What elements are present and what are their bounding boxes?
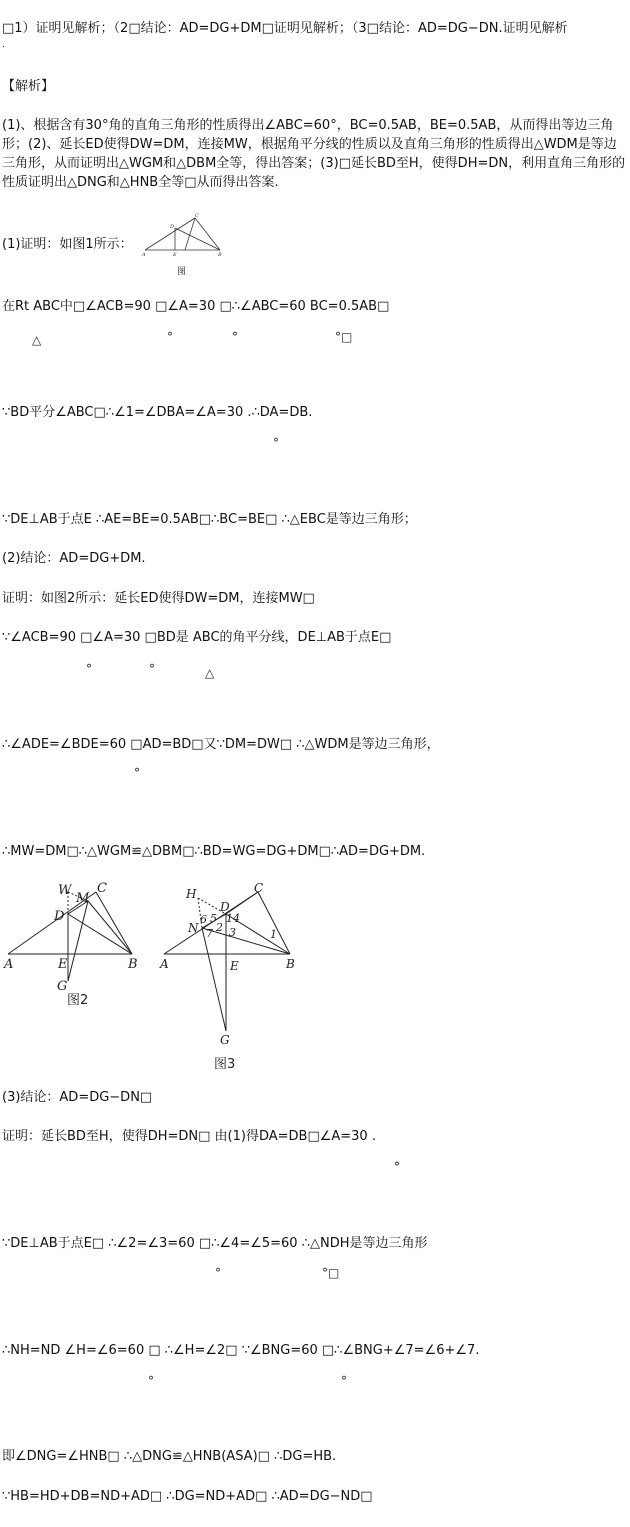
svg-text:2: 2 bbox=[216, 921, 223, 934]
proof1-line-2: ∵BD平分∠ABC□∴∠1=∠DBA=∠A=30 .∴DA=DB. bbox=[2, 405, 313, 420]
svg-text:A: A bbox=[142, 252, 146, 258]
proof2-line-2-sub: ° bbox=[134, 766, 140, 780]
answer-line: □1）证明见解析；（2□结论：AD=DG+DM□证明见解析；（3□结论：AD=DG−DN.证明见解析 bbox=[2, 21, 568, 36]
svg-text:G: G bbox=[57, 979, 68, 994]
proof1-line-1-sub: °□ bbox=[335, 330, 353, 344]
proof2-line-3: ∴MW=DM□∴△WGM≌△DBM□∴BD=WG=DG+DM□∴AD=DG+DM. bbox=[2, 844, 426, 859]
svg-text:1: 1 bbox=[226, 912, 233, 925]
proof3-line-1: 证明：延长BD至H，使得DH=DN□ 由(1)得DA=DB□∠A=30 . bbox=[2, 1129, 376, 1144]
proof1-line-1: 在Rt ABC中□∠ACB=90 □∠A=30 □∴∠ABC=60 BC=0.5AB□ bbox=[2, 299, 390, 314]
svg-text:G: G bbox=[220, 1033, 230, 1047]
svg-text:6: 6 bbox=[200, 913, 207, 926]
svg-text:C: C bbox=[195, 213, 199, 219]
svg-text:A: A bbox=[4, 957, 14, 972]
proof3-conclusion: (3)结论：AD=DG−DN□ bbox=[2, 1090, 153, 1105]
svg-text:E: E bbox=[58, 957, 68, 972]
svg-text:D: D bbox=[170, 224, 175, 230]
answer-line-dot: . bbox=[2, 40, 5, 50]
proof3-line-3: ∴NH=ND ∠H=∠6=60 □ ∴∠H=∠2□ ∵∠BNG=60 □∴∠BNG+∠7=∠6+∠7. bbox=[2, 1343, 480, 1358]
figure-3-caption: 图3 bbox=[214, 1057, 236, 1072]
svg-text:H: H bbox=[186, 887, 197, 901]
svg-text:4: 4 bbox=[233, 912, 240, 925]
svg-text:A: A bbox=[160, 957, 169, 971]
svg-text:D: D bbox=[54, 909, 65, 924]
proof2-conclusion: (2)结论：AD=DG+DM. bbox=[2, 551, 146, 566]
figure-1-caption: 图 bbox=[177, 267, 187, 277]
svg-text:W: W bbox=[58, 883, 72, 898]
svg-text:C: C bbox=[254, 881, 264, 895]
svg-text:E: E bbox=[173, 252, 177, 258]
proof3-line-4: 即∠DNG=∠HNB□ ∴△DNG≌△HNB(ASA)□ ∴DG=HB. bbox=[2, 1449, 337, 1464]
proof1-intro: (1)证明：如图1所示： bbox=[2, 237, 133, 252]
proof1-line-2-sub: ° bbox=[273, 436, 279, 450]
proof2-line-2: ∴∠ADE=∠BDE=60 □AD=BD□又∵DM=DW□ ∴△WDM是等边三角形， bbox=[2, 737, 440, 752]
svg-text:7: 7 bbox=[206, 927, 213, 940]
svg-text:B: B bbox=[286, 957, 295, 971]
figure-2 bbox=[0, 876, 150, 1006]
proof1-line-1-sub: ° bbox=[232, 330, 238, 344]
proof1-line-3: ∵DE⊥AB于点E ∴AE=BE=0.5AB□∴BC=BE□ ∴△EBC是等边三角形； bbox=[2, 512, 417, 527]
proof2-line-1-sub: ° bbox=[86, 662, 92, 676]
analysis-heading: 【解析】 bbox=[2, 79, 55, 94]
proof3-line-2-sub: °□ bbox=[322, 1266, 340, 1280]
figure-3 bbox=[158, 876, 308, 1056]
proof1-line-1-sub: △ bbox=[32, 333, 42, 347]
svg-text:3: 3 bbox=[229, 926, 236, 939]
svg-text:M: M bbox=[76, 891, 90, 906]
proof2-intro: 证明：如图2所示：延长ED使得DW=DM，连接MW□ bbox=[2, 591, 315, 606]
proof2-line-1: ∵∠ACB=90 □∠A=30 □BD是 ABC的角平分线，DE⊥AB于点E□ bbox=[2, 630, 392, 645]
svg-text:1: 1 bbox=[270, 928, 277, 941]
proof3-line-2: ∵DE⊥AB于点E□ ∴∠2=∠3=60 □∴∠4=∠5=60 ∴△NDH是等边三角形 bbox=[2, 1236, 428, 1251]
proof3-line-3-sub: ° bbox=[148, 1374, 154, 1388]
svg-text:B: B bbox=[128, 957, 138, 972]
proof3-line-2-sub: ° bbox=[215, 1266, 221, 1280]
proof2-line-1-sub: △ bbox=[205, 666, 215, 680]
analysis-summary: (1)、根据含有30°角的直角三角形的性质得出∠ABC=60°，BC=0.5AB，BE=0.5AB，从而得出等边三角形；(2)、延长ED使得DW=DM，连接MW，根据角平分线的性质以及直角三角形的性质得出△WDM是等边三角形，从而证明出△WGM和△DBM全等，得出答案；(3)□延长BD至H，使得DH=DN，利用直角三角形的性质证明出△DNG和△HNB全等□从而得出答案. bbox=[2, 118, 626, 190]
svg-text:D: D bbox=[220, 900, 230, 914]
proof3-line-1-sub: ° bbox=[394, 1160, 400, 1174]
proof2-line-1-sub: ° bbox=[149, 662, 155, 676]
figure-2-caption: 图2 bbox=[67, 993, 89, 1008]
svg-text:C: C bbox=[97, 881, 107, 896]
svg-text:5: 5 bbox=[210, 912, 217, 925]
svg-text:B: B bbox=[218, 252, 222, 258]
proof1-line-1-sub: ° bbox=[167, 330, 173, 344]
svg-text:N: N bbox=[188, 921, 199, 935]
proof3-line-5: ∵HB=HD+DB=ND+AD□ ∴DG=ND+AD□ ∴AD=DG−ND□ bbox=[2, 1489, 373, 1504]
svg-text:E: E bbox=[230, 959, 239, 973]
proof3-line-3-sub: ° bbox=[341, 1374, 347, 1388]
